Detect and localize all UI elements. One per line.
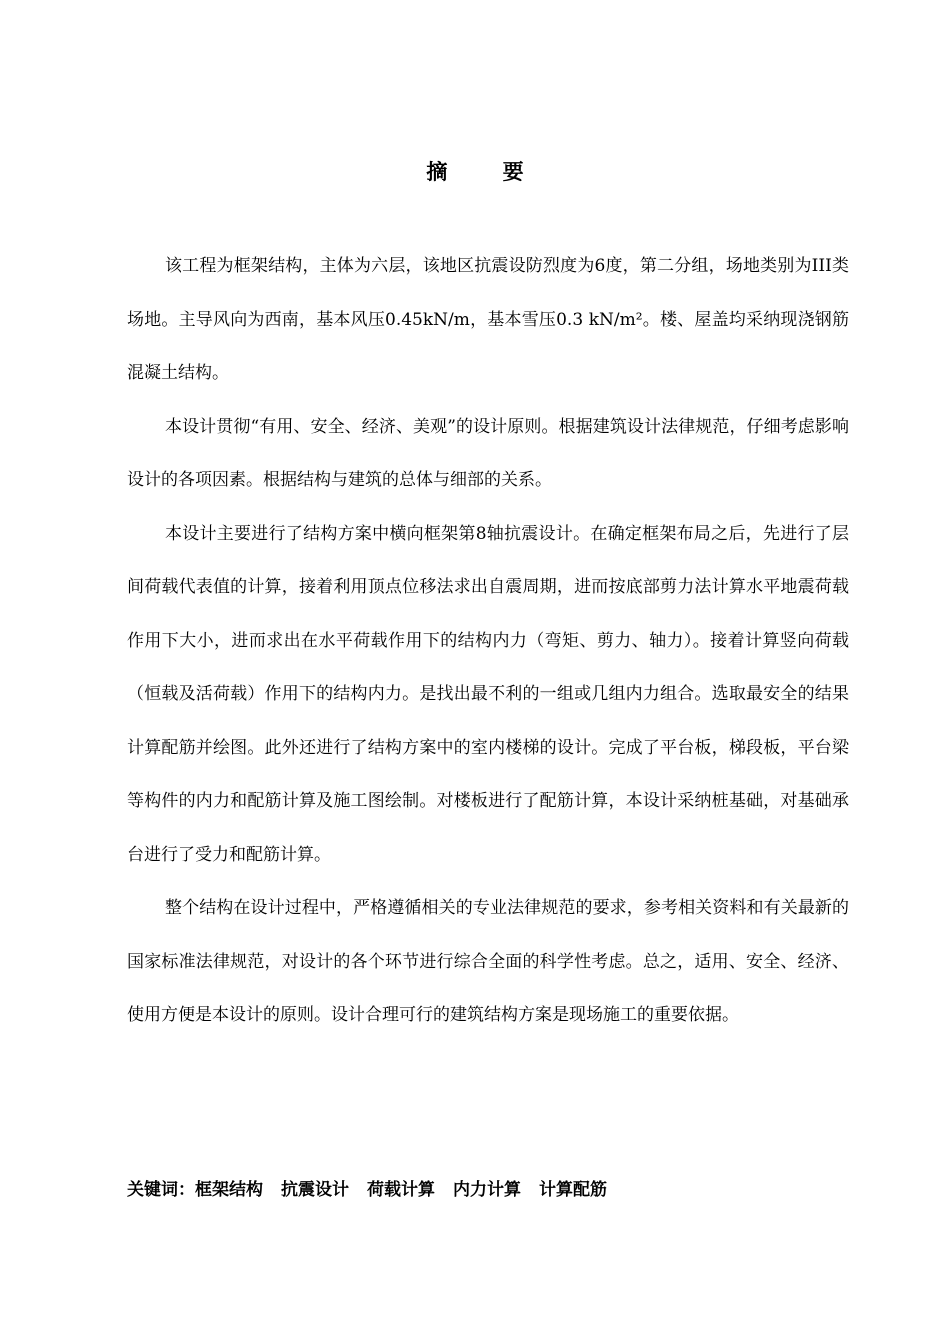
keyword-item: 框架结构 [195,1180,263,1200]
keyword-item: 荷载计算 [367,1180,435,1200]
keywords-label: 关键词： [127,1180,195,1200]
keyword-item: 内力计算 [453,1180,521,1200]
keyword-item: 计算配筋 [539,1180,607,1200]
abstract-paragraph-1: 该工程为框架结构，主体为六层，该地区抗震设防烈度为6度，第二分组，场地类别为III类场地。主导风向为西南，基本风压0.45kN/m，基本雪压0.3 kN/m²。楼、屋盖均采纳现浇钢筋混凝土结构。 [127,256,849,383]
abstract-body [127,240,849,1043]
abstract-paragraph-2: 本设计贯彻“有用、安全、经济、美观”的设计原则。根据建筑设计法律规范，仔细考虑影响设计的各项因素。根据结构与建筑的总体与细部的关系。 [127,416,849,490]
abstract-paragraph-4: 整个结构在设计过程中，严格遵循相关的专业法律规范的要求，参考相关资料和有关最新的国家标准法律规范，对设计的各个环节进行综合全面的科学性考虑。总之，适用、安全、经济、使用方便是本设计的原则。设计合理可行的建筑结构方案是现场施工的重要依据。 [127,898,849,1025]
keyword-item: 抗震设计 [281,1180,349,1200]
page-title: 摘 要 [426,160,548,184]
abstract-paragraph-3: 本设计主要进行了结构方案中横向框架第8轴抗震设计。在确定框架布局之后，先进行了层间荷载代表值的计算，接着利用顶点位移法求出自震周期，进而按底部剪力法计算水平地震荷载作用下大小，进而求出在水平荷载作用下的结构内力（弯矩、剪力、轴力）。接着计算竖向荷载（恒载及活荷载）作用下的结构内力。是找出最不利的一组或几组内力组合。选取最安全的结果计算配筋并绘图。此外还进行了结构方案中的室内楼梯的设计。完成了平台板，梯段板，平台梁等构件的内力和配筋计算及施工图绘制。对楼板进行了配筋计算，本设计采纳桩基础，对基础承台进行了受力和配筋计算。 [127,523,849,865]
keywords-line [127,1175,849,1205]
